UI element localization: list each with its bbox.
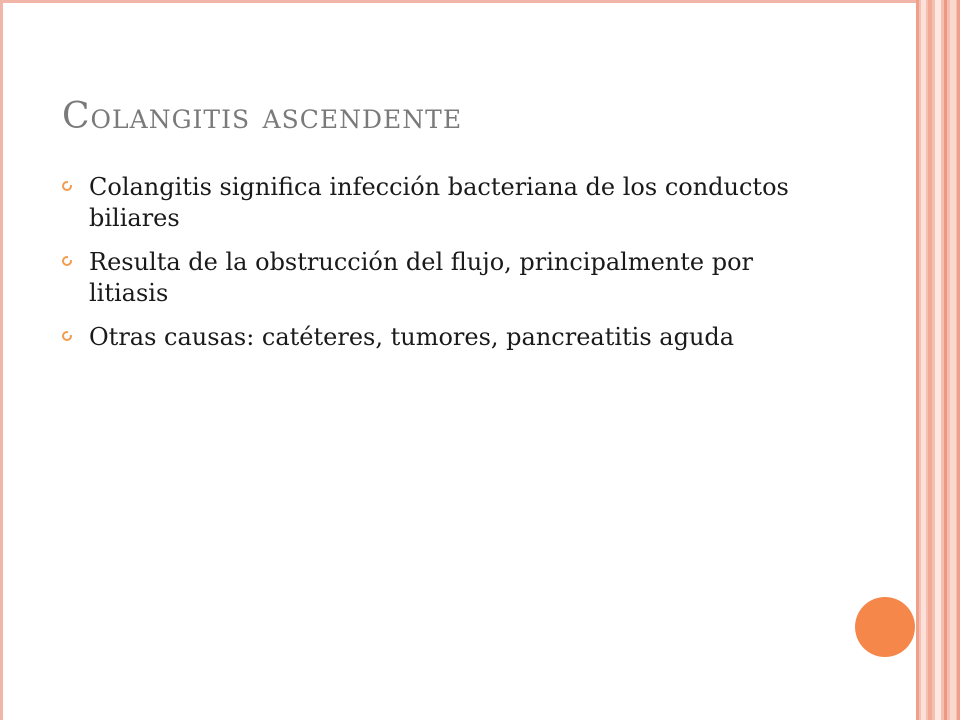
open-circle-bullet-icon bbox=[62, 331, 72, 341]
stripe bbox=[944, 0, 947, 720]
bullet-text: Colangitis significa infección bacteriana de los conductos biliares bbox=[89, 173, 789, 232]
slide-title: Colangitis ascendente bbox=[62, 96, 463, 137]
bullet-item bbox=[62, 172, 802, 234]
stripe bbox=[916, 0, 919, 720]
right-stripes-decoration bbox=[916, 0, 960, 720]
accent-circle-decoration bbox=[855, 597, 915, 657]
left-border-decoration bbox=[0, 0, 3, 720]
bullet-text: Otras causas: catéteres, tumores, pancreatitis aguda bbox=[89, 323, 735, 351]
bullet-list bbox=[62, 172, 802, 366]
bullet-item bbox=[62, 322, 802, 353]
open-circle-bullet-icon bbox=[62, 181, 72, 191]
top-border-decoration bbox=[0, 0, 916, 3]
stripe bbox=[928, 0, 932, 720]
stripe bbox=[921, 0, 926, 720]
bullet-item bbox=[62, 247, 802, 309]
open-circle-bullet-icon bbox=[62, 256, 72, 266]
bullet-text: Resulta de la obstrucción del flujo, principalmente por litiasis bbox=[89, 248, 754, 307]
stripe bbox=[950, 0, 956, 720]
stripe bbox=[935, 0, 941, 720]
